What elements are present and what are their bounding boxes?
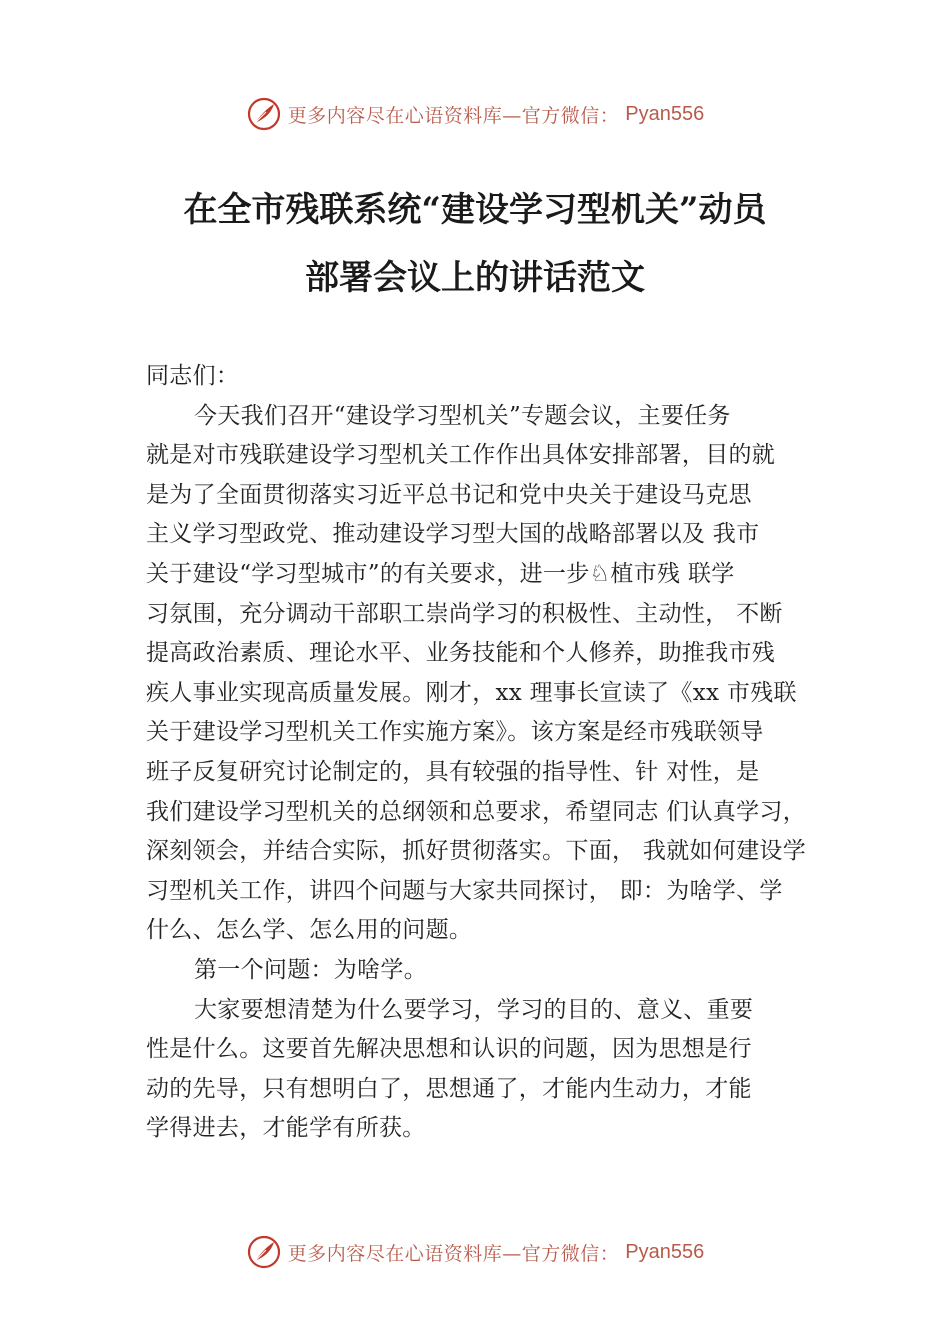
body-line: 深刻领会，并结合实际，抓好贯彻落实。下面， 我就如何建设学 <box>146 838 807 865</box>
body-line: 就是对市残联建设学习型机关工作作出具体安排部署，目的就 <box>146 442 776 469</box>
body-line: 习型机关工作，讲四个问题与大家共同探讨， 即：为啥学、学 <box>146 877 783 904</box>
document-title-line-2: 部署会议上的讲话范文 <box>305 258 645 298</box>
banner-wechat-id: Pyan556 <box>625 102 705 125</box>
body-line: 主义学习型政党、推动建设学习型大国的战略部署以及 我市 <box>146 521 760 548</box>
body-line: 疾人事业实现高质量发展。刚才，xx 理事长宣读了《xx 市残联 <box>146 679 797 706</box>
header-banner <box>0 94 950 134</box>
feather-quill-logo-icon <box>246 1234 282 1270</box>
salutation: 同志们： <box>146 363 240 389</box>
body-line: 什么、怎么学、怎么用的问题。 <box>146 917 473 944</box>
banner-wechat-id: Pyan556 <box>625 1240 705 1263</box>
body-line: 提高政治素质、理论水平、业务技能和个人修养，助推我市残 <box>146 640 776 667</box>
body-line: 是为了全面贯彻落实习近平总书记和党中央关于建设马克思 <box>146 481 752 508</box>
body-line: 习氛围，充分调动干部职工崇尚学习的积极性、主动性， 不断 <box>146 600 783 627</box>
body-line: 关于建设“学习型城市”的有关要求，进一步♘植市残 联学 <box>146 560 735 587</box>
body-line: 性是什么。这要首先解决思想和认识的问题，因为思想是行 <box>146 1036 752 1063</box>
body-line: 大家要想清楚为什么要学习，学习的目的、意义、重要 <box>194 996 754 1023</box>
body-line: 关于建设学习型机关工作实施方案》。该方案是经市残联领导 <box>146 719 764 746</box>
body-line: 我们建设学习型机关的总纲领和总要求，希望同志 们认真学习， <box>146 798 807 825</box>
document-title-line-1: 在全市残联系统“建设学习型机关”动员 <box>183 190 767 230</box>
body-line: 动的先导，只有想明白了，思想通了，才能内生动力，才能 <box>146 1075 752 1102</box>
feather-quill-logo-icon <box>246 96 282 132</box>
body-line: 班子反复研究讨论制定的，具有较强的指导性、针 对性，是 <box>146 758 760 785</box>
document-body <box>146 357 846 1149</box>
banner-text: 更多内容尽在心语资料库—官方微信： <box>287 104 620 127</box>
banner-text: 更多内容尽在心语资料库—官方微信： <box>287 1242 620 1265</box>
body-line: 学得进去，才能学有所获。 <box>146 1115 426 1142</box>
body-line: 今天我们召开“建设学习型机关”专题会议，主要任务 <box>194 402 731 429</box>
section-heading: 第一个问题：为啥学。 <box>194 956 427 983</box>
footer-banner <box>0 1232 950 1272</box>
